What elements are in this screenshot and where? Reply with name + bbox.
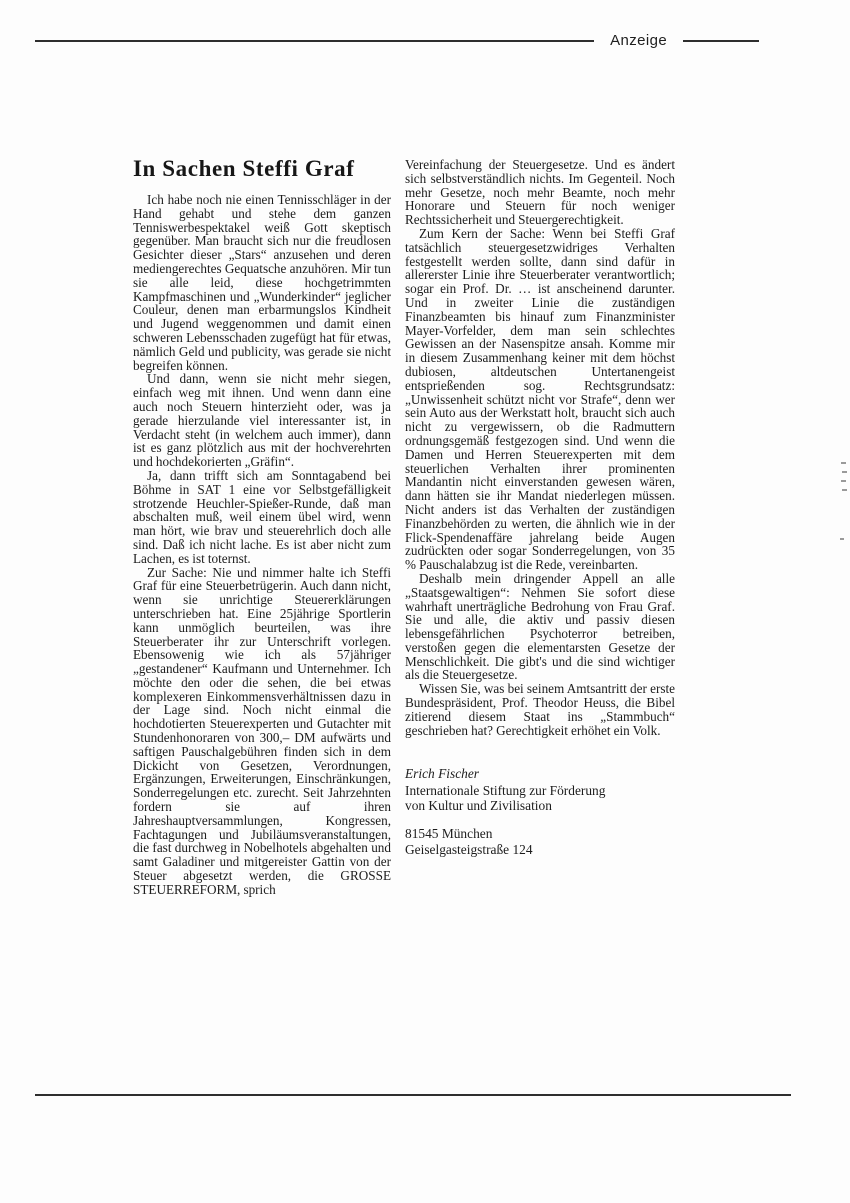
paragraph-und-dann: Und dann, wenn sie nicht mehr siegen, einfach weg mit ihnen. Und wenn dann eine auch noch Steuern hinterzieht oder, was ja gerade hierzulande viel interessanter ist, in Verdacht steht (in welchem auch immer), dann ist es ganz plötzlich aus mit der hochverehrten und hochdekorierten „Gräfin“.	[133, 371, 391, 470]
paragraph-zur-sache: Zur Sache: Nie und nimmer halte ich Steffi Graf für eine Steuerbetrügerin. Auch dann nicht, wenn sie unrichtige Steuererklärungen unterschrieben hat. Eine 25jährige Sportlerin kann unmöglich beurteilen, was ihre Steuerberater ihr zur Unterschrift vorlegen. Ebensowenig wie ich als 57jähriger „gestandener“ Kaufmann und Unternehmer. Ich möchte den oder die sehen, die bei etwas komplexeren Einkommensverhältnissen dazu in der Lage sind. Noch nicht einmal die hochdotierten Steuerexperten und Gutachter mit Stundenhonoraren von 300,– DM aufwärts und saftigen Pauschalgebühren finden sich in dem Dickicht von Gesetzen, Verordnungen, Ergänzungen, Erweiterungen, Einschränkungen, Sonderregelungen etc. zurecht. Seit Jahrzehnten fordern sie auf ihren Jahreshauptversammlungen, Kongressen, Fachtagungen und Jubiläumsveranstaltungen, die fast durchweg in Nobelhotels abgehalten und samt Galadiner und mitgereister Gattin von der Steuer abgesetzt werden, die GROSSE STEUERREFORM, sprich	[133, 564, 391, 897]
bottom-rule	[35, 1094, 791, 1096]
paragraph-sonntagabend: Ja, dann trifft sich am Sonntagabend bei Böhme in SAT 1 eine vor Selbstgefälligkeit strotzende Heuchler-Spießer-Runde, daß man abschalten muß, weil einem übel wird, wenn man hört, wie brav und steuerehrlich doch alle sind. Daß ich nicht lache. Es ist aber nicht zum Lachen, es ist toternst.	[133, 467, 391, 566]
signature-block	[405, 767, 675, 857]
article-column-left	[133, 155, 391, 897]
paragraph-intro: Ich habe noch nie einen Tennisschläger in der Hand gehabt und stehe dem ganzen Tenniswerbespektakel weiß Gott skeptisch gegenüber. Man braucht sich nur die freudlosen Gesichter dieser „Stars“ anzusehen und deren mediengerechtes Gequatsche anzuhören. Mir tun sie alle leid, diese hochgetrimmten Kampfmaschinen und „Wunderkinder“ jeglicher Couleur, denen man erbarmungslos Kindheit und Jugend weggenommen und damit einen schweren Lebensschaden zugefügt hat für etwas, nämlich Geld und publicity, was gerade sie nicht begreifen können.	[133, 192, 391, 373]
top-rule-right	[683, 40, 759, 42]
scan-artifact	[842, 489, 847, 491]
article-columns	[133, 155, 675, 897]
article-title: In Sachen Steffi Graf	[133, 156, 355, 181]
scan-artifact	[841, 480, 846, 482]
author-organization-line1: Internationale Stiftung zur Förderung	[405, 783, 606, 799]
article-column-right	[405, 155, 675, 897]
author-organization-line2: von Kultur und Zivilisation	[405, 797, 552, 813]
anzeige-label: Anzeige	[610, 32, 668, 49]
scan-artifact	[841, 462, 846, 464]
scan-artifact	[842, 471, 847, 473]
paragraph-heuss: Wissen Sie, was bei seinem Amtsantritt der erste Bundespräsident, Prof. Theodor Heuss, die Bibel zitierend diesem Staat ins „Stammbuch“ geschrieben hat? Gerechtigkeit erhöhet ein Volk.	[405, 681, 675, 738]
paragraph-zum-kern: Zum Kern der Sache: Wenn bei Steffi Graf tatsächlich steuergesetzwidriges Verhalten festgestellt werden sollte, dann sind dafür in allererster Linie ihre Steuerberater verantwortlich; sogar ein Prof. Dr. … ist anscheinend darunter. Und in zweiter Linie die zuständigen Finanzbeamten bis hinauf zum Finanzminister Mayer-Vorfelder, dem man sein schlechtes Gewissen an der Nasenspitze ansah. Komme mir in diesem Zusammenhang keiner mit dem höchst dubiosen, altdeutschen Untertanengeist entsprießenden sog. Rechtsgrundsatz: „Unwissenheit schützt nicht vor Strafe“, denn wer sein Auto aus der Werkstatt holt, braucht sich auch nicht zu vergewissern, ob die Radmuttern ordnungsgemäß festgezogen sind. Und wenn die Damen und Herren Steuerexperten mit dem steuerlichen Verhalten ihrer prominenten Mandantin nicht einverstanden gewesen wären, dann hätten sie ihr Mandat niederlegen müssen. Nicht anders ist das Verhalten der zuständigen Finanzbehörden zu werten, die ähnlich wie in der Flick-Spendenaffäre jahrelang beide Augen zudrückten oder sogar Sonderregelungen, von 35 % Pauschalabzug ist die Rede, vereinbarten.	[405, 225, 675, 573]
scan-artifact	[840, 538, 844, 540]
top-rule-left	[35, 40, 594, 42]
paragraph-appell: Deshalb mein dringender Appell an alle „Staatsgewaltigen“: Nehmen Sie sofort diese wahrhaft unerträgliche Bedrohung von Frau Graf. Sie und alle, die aktiv und passiv diesen lebensgefährlichen Psychoterror betreiben, verstoßen gegen die elementarsten Gesetze der Menschlichkeit. Die gibt's und die sind wichtiger als die Steuergesetze.	[405, 570, 675, 683]
author-name: Erich Fischer	[405, 766, 480, 782]
author-street: Geiselgasteigstraße 124	[405, 841, 533, 857]
masthead-rule	[35, 32, 759, 49]
author-address	[405, 826, 675, 857]
paragraph-continuation: Vereinfachung der Steuergesetze. Und es ändert sich selbstverständlich nichts. Im Gegenteil. Noch mehr Gesetze, noch mehr Beamte, noch mehr Honorare und Steuern für noch weniger Rechtssicherheit und Steuergerechtigkeit.	[405, 157, 675, 228]
author-postal-city: 81545 München	[405, 826, 493, 842]
